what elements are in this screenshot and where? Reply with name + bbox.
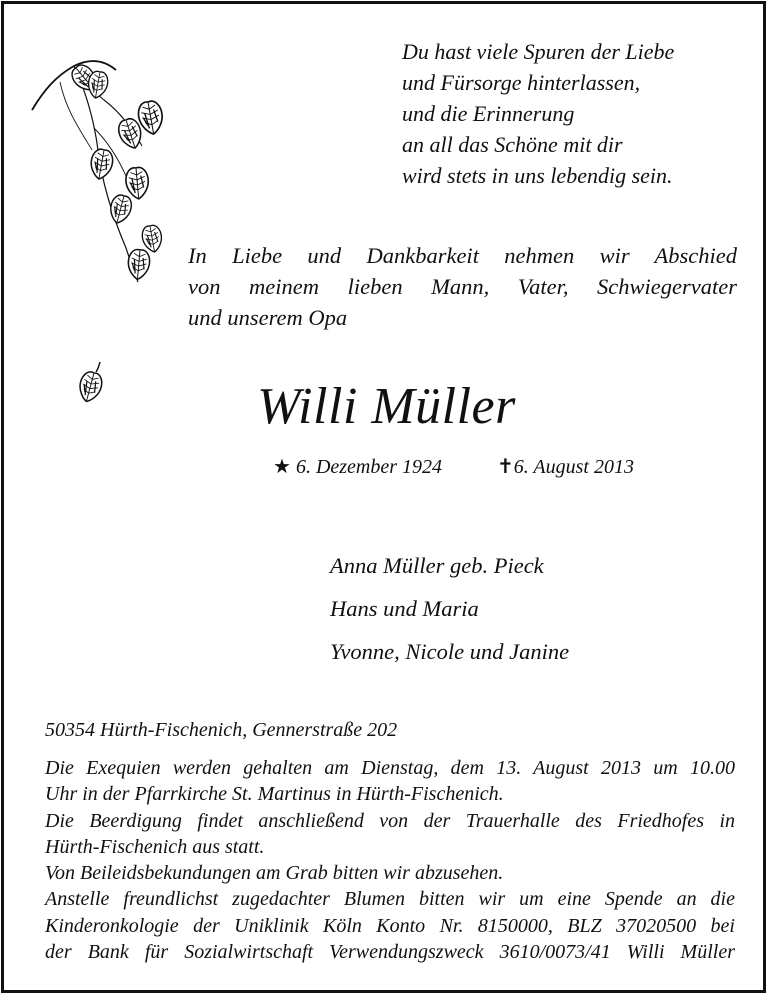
mourner-name: Yvonne, Nicole und Janine (330, 639, 570, 664)
cross-icon: ✝ (497, 456, 514, 478)
farewell-text (188, 240, 737, 333)
details-line: Kinderonkologie der Uniklinik Köln Konto Nr. 8150000, BLZ 37020500 bei (45, 914, 735, 937)
funeral-details (45, 755, 735, 965)
poem-line: Du hast viele Spuren der Liebe (402, 39, 675, 64)
birth-date-text: 6. Dezember 1924 (295, 456, 443, 478)
poem-line: wird stets in uns lebendig sein. (402, 163, 673, 188)
deceased-name: Willi Müller (257, 378, 516, 435)
poem-line: und Fürsorge hinterlassen, (402, 70, 641, 95)
birth-date (273, 454, 442, 480)
star-icon: ★ (273, 456, 291, 478)
intro-line: von meinem lieben Mann, Vater, Schwiegervater (188, 274, 737, 299)
details-line: der Bank für Sozialwirtschaft Verwendungszweck 3610/0073/41 Willi Müller (45, 941, 735, 964)
memorial-poem (402, 36, 674, 191)
intro-line: In Liebe und Dankbarkeit nehmen wir Abschied (188, 243, 737, 268)
death-date-text: 6. August 2013 (513, 456, 634, 478)
intro-line: und unserem Opa (188, 305, 348, 330)
poem-line: an all das Schöne mit dir (402, 132, 623, 157)
details-line: Die Beerdigung findet anschließend von der Trauerhalle des Friedhofes in (45, 809, 735, 832)
details-line: Von Beileidsbekundungen am Grab bitten wir abzusehen. (45, 862, 504, 885)
death-date (497, 454, 634, 480)
birch-twig-icon (30, 50, 170, 300)
details-line: Die Exequien werden gehalten am Dienstag, dem 13. August 2013 um 10.00 (45, 757, 735, 779)
poem-line: und die Erinnerung (402, 101, 575, 126)
mourners-list (330, 544, 569, 673)
family-address: 50354 Hürth-Fischenich, Gennerstraße 202 (45, 719, 398, 741)
details-line: Anstelle freundlichst zugedachter Blumen bitten wir um eine Spende an die (45, 888, 735, 911)
details-line: Hürth-Fischenich aus statt. (45, 835, 265, 858)
mourner-name: Anna Müller geb. Pieck (330, 553, 544, 578)
mourner-name: Hans und Maria (330, 596, 479, 621)
details-line: Uhr in der Pfarrkirche St. Martinus in Hürth-Fischenich. (45, 783, 504, 806)
